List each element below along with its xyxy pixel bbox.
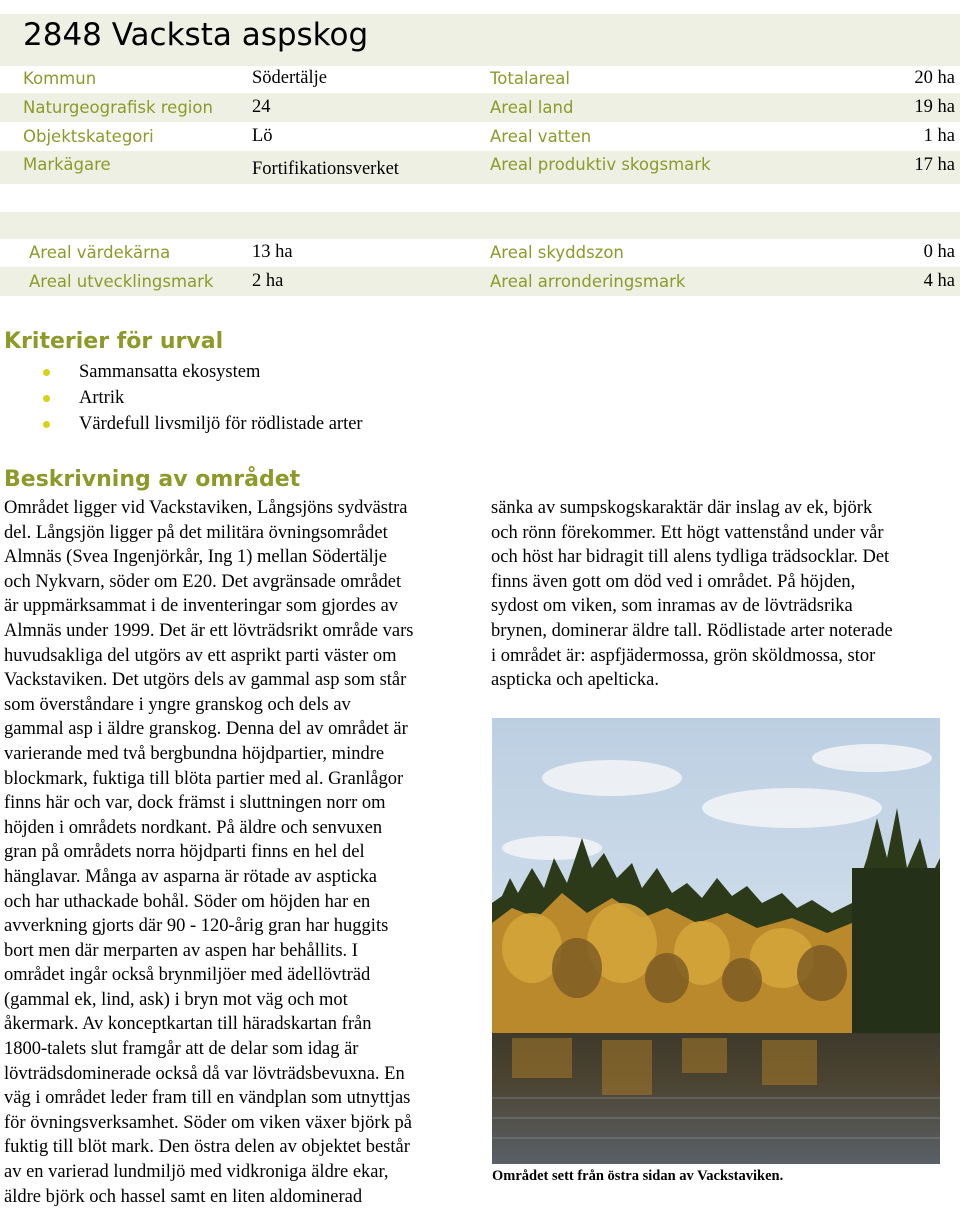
- description-line: Vackstaviken. Det utgörs dels av gammal asp som står: [4, 670, 407, 691]
- info-value: Södertälje: [252, 68, 328, 88]
- info-value: Fortifikationsverket: [252, 159, 399, 179]
- description-line: (gammal ek, lind, ask) i bryn mot väg och mot: [4, 989, 348, 1010]
- description-line: sydost om viken, som inramas av de lövträdsrika: [491, 596, 853, 617]
- description-line: är uppmärksammat i de inventeringar som gjordes av: [4, 596, 399, 617]
- area-value: 4 ha: [923, 271, 955, 291]
- info-row-kategori: [0, 122, 960, 151]
- info-label: Naturgeografisk region: [23, 98, 213, 117]
- description-line: fuktig till blöt mark. Den östra delen av objektet består: [4, 1137, 410, 1158]
- description-line: finns här och var, dock främst i sluttningen norr om: [4, 793, 386, 814]
- description-right-column: [491, 496, 893, 693]
- info-label: Areal land: [490, 98, 574, 117]
- page-title: 2848 Vacksta aspskog: [23, 17, 369, 53]
- bullet-dot: [43, 369, 50, 376]
- description-line: och har uthackade bohål. Söder om höjden har en: [4, 891, 371, 912]
- description-line: och Nykvarn, söder om E20. Det avgränsade området: [4, 571, 402, 592]
- description-line: Almnäs (Svea Ingenjörkår, Ing 1) mellan Södertälje: [4, 547, 388, 568]
- description-line: höjden i områdets nordkant. På äldre och senvuxen: [4, 817, 383, 838]
- info-value: 17 ha: [914, 155, 955, 175]
- info-label: Areal vatten: [490, 127, 592, 146]
- criteria-heading: Kriterier för urval: [4, 329, 224, 354]
- info-label: Areal produktiv skogsmark: [490, 155, 711, 174]
- criteria-item: Värdefull livsmiljö för rödlistade arter: [79, 414, 363, 434]
- area-label: Areal utvecklingsmark: [29, 272, 214, 291]
- photo-caption: Området sett från östra sidan av Vackstaviken.: [492, 1168, 784, 1184]
- info-value: 24: [252, 97, 271, 117]
- info-value: 1 ha: [923, 126, 955, 146]
- bullet-dot: [43, 421, 50, 428]
- description-line: huvudsakliga del utgörs av ett asprikt parti väster om: [4, 645, 397, 666]
- info-row-region: [0, 93, 960, 122]
- description-line: av en varierad lundmiljö med vidkroniga äldre ekar,: [4, 1162, 389, 1183]
- criteria-item: Artrik: [79, 388, 125, 408]
- info-label: Kommun: [23, 69, 97, 88]
- description-line: 1800-talets slut framgår att de delar som idag är: [4, 1039, 359, 1060]
- area-label: Areal skyddszon: [490, 243, 624, 262]
- description-line: väg i området leder fram till en vändplan som utnyttjas: [4, 1088, 411, 1109]
- description-line: gran på områdets norra höjdparti finns en hel del: [4, 842, 365, 863]
- description-line: åkermark. Av konceptkartan till häradskartan från: [4, 1014, 372, 1035]
- info-row-markagare: [0, 151, 960, 184]
- description-line: lövträdsdominerade också då var lövträdsbevuxna. En: [4, 1063, 405, 1084]
- description-line: sänka av sumpskogskaraktär där inslag av ek, björk: [491, 498, 873, 518]
- area-label: Areal värdekärna: [29, 243, 171, 262]
- description-line: i området är: aspfjädermossa, grön sköldmossa, stor: [491, 645, 876, 666]
- description-line: gammal asp i äldre granskog. Denna del av området är: [4, 719, 408, 740]
- info-value: 19 ha: [914, 97, 955, 117]
- area-value: 13 ha: [252, 242, 293, 262]
- description-heading: Beskrivning av området: [4, 467, 301, 492]
- description-line: del. Långsjön ligger på det militära övningsområdet: [4, 522, 388, 543]
- description-line: Almnäs under 1999. Det är ett lövträdsrikt område vars: [4, 620, 414, 641]
- info-label: Objektskategori: [23, 127, 154, 146]
- description-line: området ingår också brynmiljöer med ädellövträd: [4, 965, 371, 986]
- description-line: bort men där merparten av aspen har behållits. I: [4, 940, 358, 961]
- description-line: hänglavar. Många av asparna är rötade av aspticka: [4, 866, 377, 887]
- info-value: Lö: [252, 126, 273, 146]
- description-line: finns även gott om död ved i området. På höjden,: [491, 571, 856, 592]
- area-row-utveckling: [0, 267, 960, 296]
- separator-band: [0, 212, 960, 239]
- description-line: och rönn förekommer. Ett högt vattenstånd under vår: [491, 522, 884, 543]
- info-row-kommun: [0, 64, 960, 93]
- description-line: aspticka och apelticka.: [491, 670, 659, 691]
- area-row-vardekarna: [0, 238, 960, 267]
- description-line: och höst har bidragit till alens tydliga trädsocklar. Det: [491, 547, 890, 568]
- area-label: Areal arronderingsmark: [490, 272, 686, 291]
- info-label: Totalareal: [490, 69, 570, 88]
- info-value: 20 ha: [914, 68, 955, 88]
- description-line: för övningsverksamhet. Söder om viken växer björk på: [4, 1112, 412, 1133]
- area-value: 0 ha: [923, 242, 955, 262]
- bullet-dot: [43, 395, 50, 402]
- description-line: äldre björk och hassel samt en liten aldominerad: [4, 1186, 363, 1207]
- description-line: blockmark, fuktiga till blöta partier med al. Granlågor: [4, 768, 404, 789]
- description-line: varierande med två bergbundna höjdpartier, mindre: [4, 743, 385, 764]
- info-label: Markägare: [23, 155, 111, 174]
- description-left-column: [4, 496, 413, 1209]
- description-line: som överståndare i yngre granskog och dels av: [4, 694, 351, 715]
- description-line: avverkning gjorts där 90 - 120-årig gran har huggits: [4, 916, 389, 937]
- area-value: 2 ha: [252, 271, 284, 291]
- criteria-item: Sammansatta ekosystem: [79, 362, 261, 382]
- description-line: Området ligger vid Vackstaviken, Långsjöns sydvästra: [4, 498, 408, 518]
- lake-photo: [492, 718, 940, 1164]
- description-line: brynen, dominerar äldre tall. Rödlistade arter noterade: [491, 620, 893, 641]
